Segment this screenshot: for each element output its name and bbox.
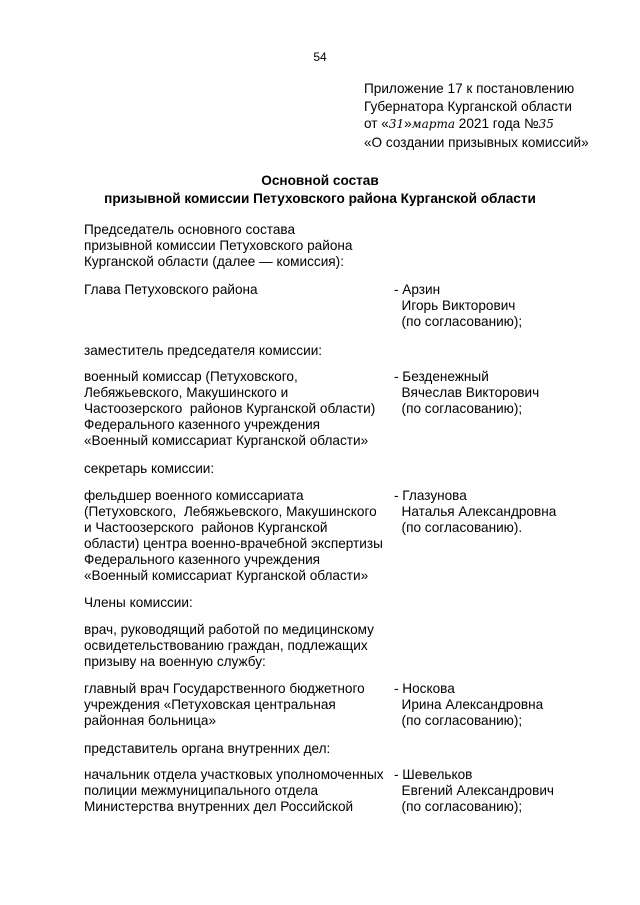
appendix-line-4: «О создании призывных комиссий»: [364, 134, 589, 150]
heading-line: освидетельствованию граждан, подлежащих: [84, 638, 368, 653]
person-note: (по согласованию);: [394, 314, 523, 329]
secretary-position: [84, 488, 383, 584]
heading-line: призыву на военную службу:: [84, 654, 266, 669]
position-line: Федерального казенного учреждения: [84, 552, 321, 567]
page-number: 54: [313, 50, 327, 64]
person-given-name: Вячеслав Викторович: [394, 385, 540, 400]
doctor-person: [394, 681, 543, 729]
chairman-intro-line: Курганской области (далее — комиссия):: [84, 254, 344, 269]
person-name: - Глазунова: [394, 488, 467, 503]
handwritten-day: 31: [388, 117, 405, 131]
person-note: (по согласованию).: [394, 520, 523, 535]
position-line: и Частоозерского районов Курганской: [84, 520, 328, 535]
deputy-heading: заместитель председателя комиссии:: [84, 343, 323, 358]
appendix-header: [364, 80, 589, 151]
position-line: области) центра военно-врачебной экспертизы: [84, 536, 383, 551]
position-line: Федерального казенного учреждения: [84, 417, 321, 432]
police-position: [84, 767, 384, 815]
appendix-date-line: [364, 115, 589, 134]
appendix-line-1: Приложение 17 к постановлению: [364, 81, 575, 96]
appendix-quote-close: »: [404, 116, 412, 131]
position-line: фельдшер военного комиссариата: [84, 488, 304, 503]
appendix-from: от «: [364, 116, 389, 131]
title-line-2: призывной комиссии Петуховского района Курганской области: [104, 191, 536, 206]
position-line: учреждения «Петуховская центральная: [84, 697, 336, 712]
person-name: - Шевельков: [394, 767, 473, 782]
position-line: Частоозерского районов Курганской области): [84, 401, 376, 416]
handwritten-month: марта: [411, 117, 455, 131]
police-heading: представитель органа внутренних дел:: [84, 741, 331, 756]
appendix-year: 2021 года №: [455, 116, 539, 131]
members-heading: Члены комиссии:: [84, 595, 193, 610]
chairman-intro-line: призывной комиссии Петуховского района: [84, 238, 353, 253]
doctor-heading: [84, 622, 374, 670]
person-name: - Носкова: [394, 681, 455, 696]
person-given-name: Ирина Александровна: [394, 697, 544, 712]
position-line: «Военный комиссариат Курганской области»: [84, 568, 369, 583]
position-line: главный врач Государственного бюджетного: [84, 681, 365, 696]
person-note: (по согласованию);: [394, 401, 523, 416]
doctor-position: [84, 681, 365, 729]
position-line: Министерства внутренних дел Российской: [84, 799, 354, 814]
position-line: районная больница»: [84, 713, 217, 728]
handwritten-number: 35: [538, 117, 554, 131]
document-title: [0, 172, 640, 208]
position-line: военный комиссар (Петуховского,: [84, 369, 298, 384]
person-given-name: Игорь Викторович: [394, 298, 516, 313]
person-given-name: Наталья Александровна: [394, 504, 557, 519]
position-line: Лебяжьевского, Макушинского и: [84, 385, 289, 400]
position-line: (Петуховского, Лебяжьевского, Макушинского: [84, 504, 377, 519]
position-line: «Военный комиссариат Курганской области»: [84, 433, 369, 448]
person-name: - Безденежный: [394, 369, 489, 384]
secretary-heading: секретарь комиссии:: [84, 461, 215, 476]
position-line: Глава Петуховского района: [84, 282, 258, 297]
person-note: (по согласованию);: [394, 713, 523, 728]
position-line: начальник отдела участковых уполномоченных: [84, 767, 384, 782]
chairman-intro: [84, 222, 352, 270]
police-person: [394, 767, 554, 815]
position-line: полиции межмуниципального отдела: [84, 783, 319, 798]
deputy-person: [394, 369, 539, 417]
chairman-intro-line: Председатель основного состава: [84, 222, 296, 237]
person-given-name: Евгений Александрович: [394, 783, 555, 798]
heading-line: врач, руководящий работой по медицинскому: [84, 622, 374, 637]
person-note: (по согласованию);: [394, 799, 523, 814]
title-line-1: Основной состав: [261, 173, 379, 188]
chairman-position: [84, 282, 258, 298]
deputy-position: [84, 369, 375, 449]
chairman-person: [394, 282, 522, 330]
appendix-line-2: Губернатора Курганской области: [364, 98, 572, 114]
secretary-person: [394, 488, 556, 536]
person-name: - Арзин: [394, 282, 441, 297]
